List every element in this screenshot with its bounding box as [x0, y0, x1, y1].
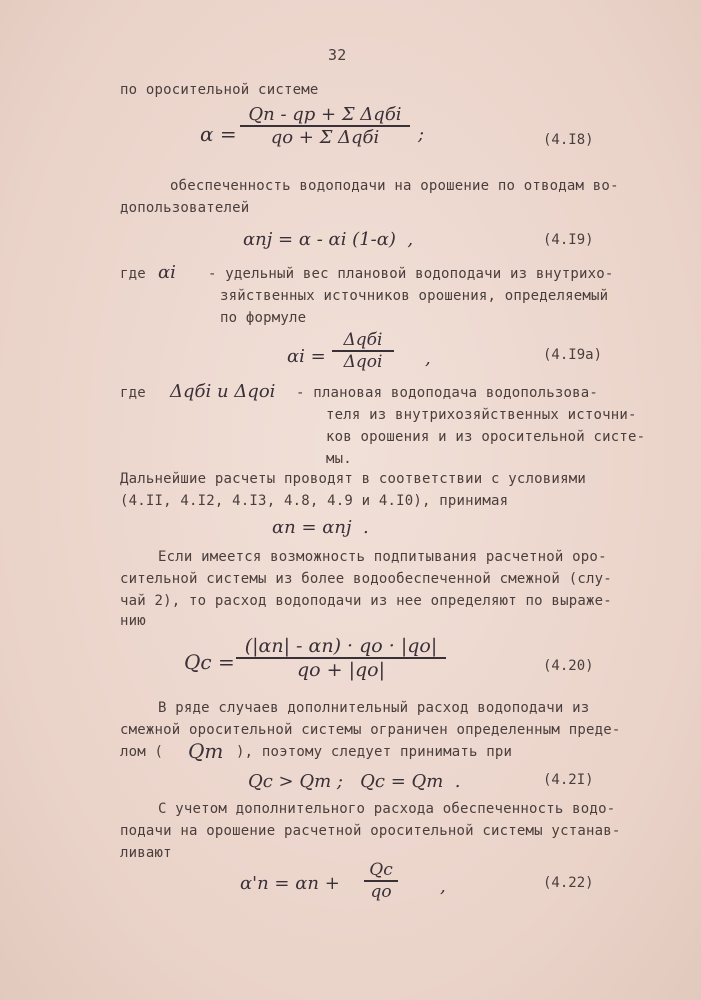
text-line: - удельный вес плановой водоподачи из внутрихо- [208, 266, 614, 282]
equation-418-number: (4.I8) [543, 132, 594, 148]
equation-421: Qc > Qm ; Qc = Qm . [248, 771, 461, 792]
equation-422-fraction [364, 860, 398, 902]
equation-418-numerator: Qп - qр + Σ Δqбi [248, 104, 402, 125]
text-line: мы. [326, 451, 352, 467]
text-line: допользователей [120, 200, 250, 216]
equation-422-denominator: qо [370, 881, 392, 902]
equation-419a-denominator: Δqоi [343, 351, 383, 372]
equation-419-number: (4.I9) [543, 232, 594, 248]
text-line: ков орошения и из оросительной систе- [326, 429, 646, 445]
equation-420-numerator: (|αп| - αп) · qо · |qо| [244, 635, 438, 657]
text-line: по оросительной системе [120, 82, 319, 98]
equation-419a-lhs: αi = [287, 346, 326, 367]
equation-419a-numerator: Δqбi [343, 330, 383, 350]
equation-alpha-assign: αп = αпj . [272, 517, 369, 538]
text-line: обеспеченность водоподачи на орошение по отводам во- [170, 178, 619, 194]
text-line: чай 2), то расход водоподачи из нее определяют по выраже- [120, 593, 612, 609]
text-line: по формуле [220, 310, 307, 326]
text-line: ливают [120, 845, 172, 861]
text-line: где [120, 385, 146, 401]
equation-422-number: (4.22) [543, 875, 594, 891]
equation-418-lhs: α = [200, 122, 237, 146]
text-line: теля из внутрихозяйственных источни- [326, 407, 637, 423]
text-line: ), поэтому следует принимать при [236, 744, 513, 760]
alpha-i-symbol: αi [158, 262, 176, 283]
equation-422-tail: , [440, 876, 446, 897]
equation-420-fraction [236, 635, 446, 681]
text-line: подачи на орошение расчетной оросительной системы устанав- [120, 823, 621, 839]
text-line: С учетом дополнительного расхода обеспеченность водо- [158, 801, 616, 817]
equation-420-lhs: Qc = [184, 650, 235, 674]
equation-419a-tail: , [425, 348, 431, 369]
text-line: - плановая водоподача водопользова- [296, 385, 599, 401]
text-line: (4.II, 4.I2, 4.I3, 4.8, 4.9 и 4.I0), принимая [120, 493, 509, 509]
equation-419: αпj = α - αi (1-α) , [243, 229, 414, 250]
text-line: сительной системы из более водообеспеченной смежной (слу- [120, 571, 612, 587]
equation-422-lhs: α'п = αп + [240, 873, 340, 894]
dq-symbols: Δqбi и Δqоi [170, 381, 276, 402]
text-line: зяйственных источников орошения, определяемый [220, 288, 609, 304]
text-line: Если имеется возможность подпитывания расчетной оро- [158, 549, 607, 565]
equation-419a-fraction [332, 330, 394, 372]
equation-418-tail: ; [418, 124, 425, 145]
text-line: нию [120, 613, 146, 629]
equation-420-number: (4.20) [543, 658, 594, 674]
text-line: где [120, 266, 146, 282]
equation-422-numerator: Qc [369, 860, 393, 880]
equation-418-denominator: qо + Σ Δqбi [270, 126, 380, 148]
equation-418-fraction [240, 104, 410, 148]
text-line: Дальнейшие расчеты проводят в соответствии с условиями [120, 471, 586, 487]
page-number: 32 [328, 46, 347, 64]
qm-symbol: Qm [188, 739, 224, 763]
equation-420-denominator: qо + |qо| [296, 658, 385, 681]
text-line: В ряде случаев дополнительный расход водоподачи из [158, 700, 590, 716]
text-line: смежной оросительной системы ограничен определенным преде- [120, 722, 621, 738]
text-line: лом ( [120, 744, 164, 760]
equation-419a-number: (4.I9а) [543, 347, 603, 363]
equation-421-number: (4.2I) [543, 772, 594, 788]
